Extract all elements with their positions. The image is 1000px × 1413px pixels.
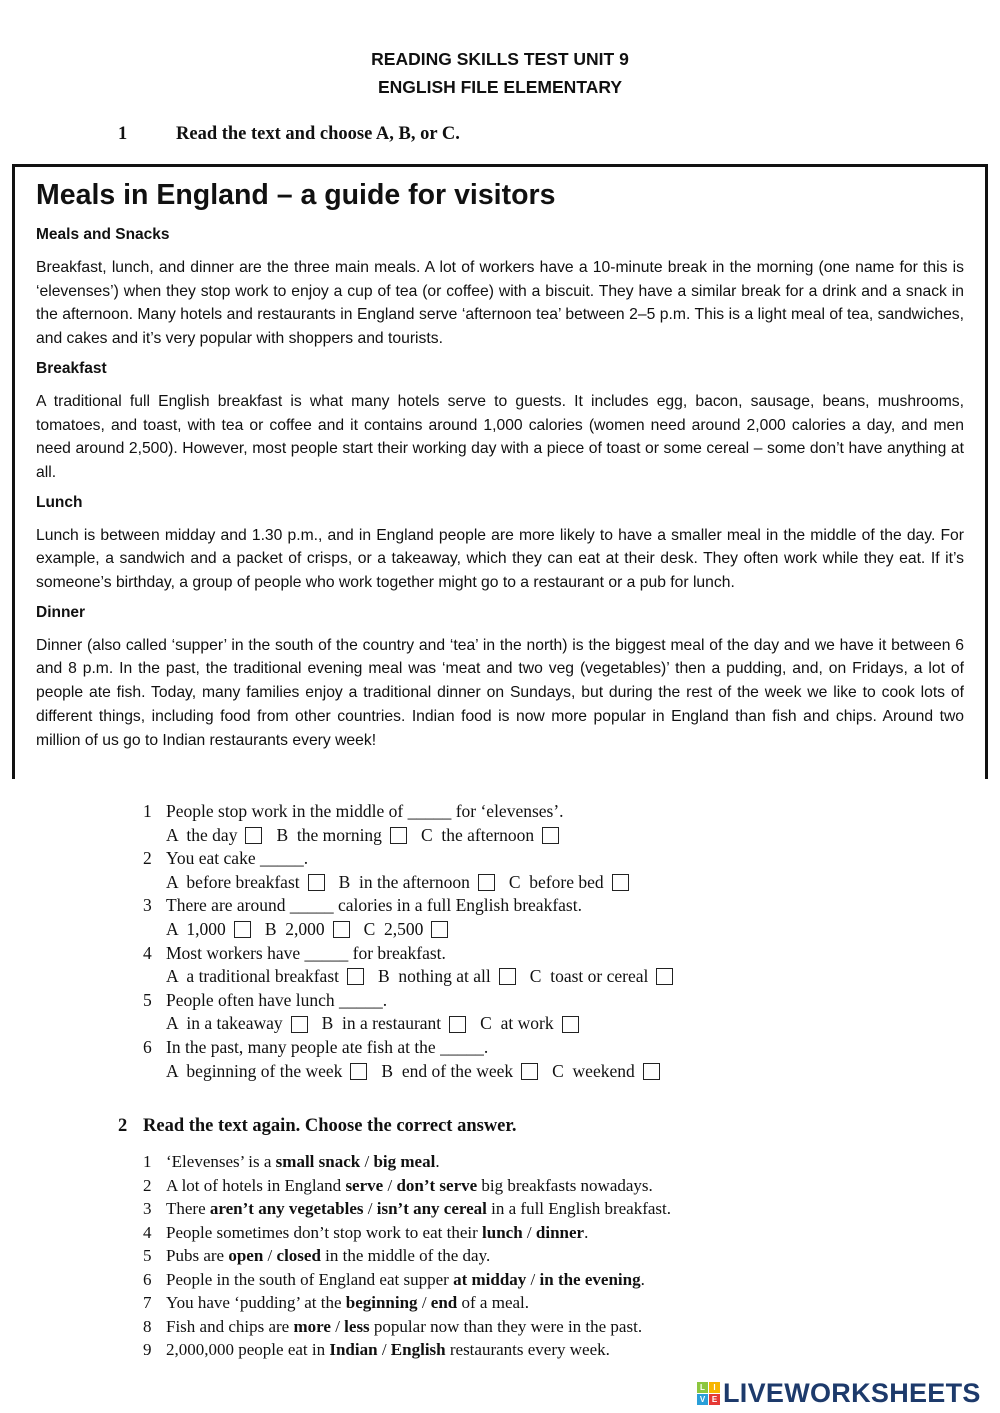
- question-number: 2: [143, 848, 152, 869]
- option-label: C the afternoon: [420, 824, 535, 845]
- question-number: 4: [143, 1222, 152, 1242]
- option[interactable]: [166, 1060, 367, 1084]
- answer-checkbox[interactable]: [350, 1063, 367, 1080]
- choice-b[interactable]: dinner: [535, 1222, 585, 1242]
- question-text-start: 2,000,000 people eat in: [166, 1340, 330, 1359]
- choice-a[interactable]: aren’t any vegetables: [209, 1199, 364, 1218]
- option-label: A a traditional breakfast: [166, 966, 339, 987]
- option[interactable]: [339, 871, 495, 895]
- question-text: People often have lunch _____.: [166, 989, 388, 1010]
- answer-checkbox[interactable]: [478, 874, 495, 891]
- question-text-end: in a full English breakfast.: [486, 1199, 672, 1218]
- question-row: [143, 847, 687, 871]
- choice-b[interactable]: closed: [276, 1246, 321, 1265]
- passage-paragraph: Dinner (also called ‘supper’ in the south of the country and ‘tea’ in the north) is the biggest meal of the day and we have it between 6 and 8 p.m. In the past, the traditional evening meal was ‘meat and two veg (vegetables)’ then a pudding, and, on Fridays, a lot of people ate fish. Today, many families enjoy a traditional dinner on Sundays, but during the rest of the week we like to cook lots of different things, including food from other countries. Indian food is now more popular in England than fish and chips. Around two million of us go to Indian restaurants every week!: [36, 636, 964, 749]
- question-text-end: in the middle of the day.: [320, 1246, 491, 1265]
- question-row: [143, 942, 687, 966]
- question-row: [143, 1150, 671, 1174]
- choice-separator: /: [377, 1340, 391, 1359]
- question-number: 3: [143, 895, 152, 916]
- option-label: B the morning: [276, 824, 382, 845]
- choice-separator: /: [330, 1316, 345, 1336]
- question-text-start: People sometimes don’t stop work to eat their: [166, 1222, 483, 1242]
- worksheet-title: READING SKILLS TEST UNIT 9: [371, 49, 629, 69]
- choice-a[interactable]: small snack: [275, 1152, 361, 1171]
- choice-b[interactable]: in the evening: [539, 1269, 641, 1289]
- option[interactable]: [276, 824, 406, 848]
- question-text: You eat cake _____.: [166, 848, 309, 869]
- question-text-start: A lot of hotels in England: [166, 1175, 346, 1195]
- answer-checkbox[interactable]: [431, 921, 448, 938]
- spacer: [143, 965, 166, 989]
- option-label: A before breakfast: [166, 871, 300, 892]
- choice-separator: /: [522, 1222, 536, 1242]
- choice-a[interactable]: beginning: [345, 1293, 418, 1312]
- instruction-text: Read the text again. Choose the correct answer.: [143, 1116, 517, 1136]
- answer-options: [143, 1012, 687, 1036]
- question-number: 8: [143, 1316, 152, 1336]
- question-number: 5: [143, 989, 152, 1010]
- question-text: There are around _____ calories in a full English breakfast.: [166, 895, 582, 916]
- option[interactable]: [509, 871, 629, 895]
- question-text-start: ‘Elevenses’ is a: [166, 1152, 276, 1171]
- question-row: [143, 1315, 671, 1339]
- option-label: A in a takeaway: [166, 1013, 283, 1034]
- question-text-end: of a meal.: [457, 1293, 530, 1312]
- option[interactable]: [166, 965, 364, 989]
- option[interactable]: [381, 1060, 538, 1084]
- question-row: [143, 1338, 671, 1362]
- question-row: [143, 1221, 671, 1245]
- question-text-end: .: [435, 1152, 440, 1171]
- choice-separator: /: [263, 1246, 277, 1265]
- question-text: Most workers have _____ for breakfast.: [166, 942, 446, 963]
- logo-tile: L: [697, 1382, 708, 1393]
- passage-paragraph: A traditional full English breakfast is what many hotels serve to guests. It includes egg, bacon, sausage, beans, mushrooms, tomatoes, and toast, with tea or coffee and it contains around 1,000 calories (women need around 2,000 calories a day, and men need around 2,500). However, most people start their working day with a piece of toast or some cereal – some don’t have anything at all.: [36, 392, 964, 481]
- question-number: 3: [143, 1199, 152, 1218]
- section-1-instruction: [118, 124, 460, 145]
- worksheet-subtitle: ENGLISH FILE ELEMENTARY: [377, 77, 623, 97]
- answer-options: [143, 918, 687, 942]
- section-number: 1: [118, 124, 128, 144]
- option[interactable]: [552, 1060, 660, 1084]
- answer-checkbox[interactable]: [643, 1063, 660, 1080]
- answer-checkbox[interactable]: [542, 827, 559, 844]
- answer-checkbox[interactable]: [499, 968, 516, 985]
- choice-b[interactable]: isn’t any cereal: [376, 1199, 487, 1218]
- option-label: C weekend: [552, 1060, 635, 1081]
- logo-tile: V: [697, 1394, 708, 1405]
- question-text-end: .: [584, 1222, 589, 1242]
- question-text-end: big breakfasts nowadays.: [477, 1175, 653, 1195]
- choice-b[interactable]: big meal: [373, 1152, 436, 1171]
- liveworksheets-logo: [697, 1378, 981, 1409]
- answer-checkbox[interactable]: [521, 1063, 538, 1080]
- answer-checkbox[interactable]: [333, 921, 350, 938]
- choice-b[interactable]: end: [430, 1293, 458, 1312]
- question-row: [143, 1268, 671, 1292]
- option[interactable]: [421, 824, 559, 848]
- option[interactable]: [480, 1012, 578, 1036]
- question-row: [143, 1244, 671, 1268]
- question-row: [143, 1197, 671, 1221]
- passage-heading: Dinner: [36, 603, 86, 621]
- question-row: [143, 1174, 671, 1198]
- passage-title: Meals in England – a guide for visitors: [36, 179, 556, 211]
- choice-a[interactable]: serve: [345, 1175, 384, 1195]
- answer-options: [143, 965, 687, 989]
- question-number: 9: [143, 1340, 152, 1359]
- option-label: A the day: [166, 824, 238, 845]
- option[interactable]: [364, 918, 449, 942]
- passage-paragraph: Breakfast, lunch, and dinner are the three main meals. A lot of workers have a 10-minute break in the morning (one name for this is ‘elevenses’) when they stop work to enjoy a cup of tea (or coffee) with a biscuit. They have a similar break for a drink and a snack in the afternoon. Many hotels and restaurants in England serve ‘afternoon tea’ between 2–5 p.m. This is a light meal of tea, sandwiches, and cakes and it’s very popular with shoppers and tourists.: [36, 259, 964, 348]
- answer-checkbox[interactable]: [245, 827, 262, 844]
- question-number: 7: [143, 1293, 152, 1312]
- option-label: B in the afternoon: [338, 871, 470, 892]
- question-number: 1: [143, 1152, 152, 1171]
- question-text-start: You have ‘pudding’ at the: [166, 1293, 346, 1312]
- choice-a[interactable]: at midday: [453, 1269, 527, 1289]
- section-number: 2: [118, 1116, 128, 1136]
- option-label: B nothing at all: [378, 966, 491, 987]
- choice-separator: /: [526, 1269, 540, 1289]
- question-text: People stop work in the middle of _____ for ‘elevenses’.: [166, 801, 564, 821]
- question-text-start: Pubs are: [166, 1246, 229, 1265]
- option[interactable]: [166, 824, 262, 848]
- question-row: [143, 800, 687, 824]
- option-label: C at work: [480, 1013, 554, 1034]
- choice-a[interactable]: Indian: [329, 1340, 378, 1359]
- choice-separator: /: [360, 1152, 374, 1171]
- question-text-end: restaurants every week.: [445, 1340, 610, 1359]
- spacer: [143, 824, 166, 848]
- option[interactable]: [378, 965, 516, 989]
- question-row: [143, 989, 687, 1013]
- option[interactable]: [166, 871, 325, 895]
- question-number: 4: [143, 942, 152, 963]
- logo-tile: E: [709, 1394, 720, 1405]
- spacer: [143, 918, 166, 942]
- choice-separator: /: [417, 1293, 431, 1312]
- question-text-end: .: [640, 1269, 645, 1289]
- spacer: [143, 1060, 166, 1084]
- option[interactable]: [265, 918, 350, 942]
- answer-checkbox[interactable]: [291, 1016, 308, 1033]
- answer-options: [143, 871, 687, 895]
- answer-checkbox[interactable]: [347, 968, 364, 985]
- option[interactable]: [166, 1012, 308, 1036]
- choice-a[interactable]: more: [293, 1316, 331, 1336]
- answer-checkbox[interactable]: [656, 968, 673, 985]
- question-row: [143, 1036, 687, 1060]
- answer-checkbox[interactable]: [449, 1016, 466, 1033]
- choice-separator: /: [383, 1175, 397, 1195]
- option-label: B end of the week: [381, 1060, 514, 1081]
- question-number: 2: [143, 1175, 152, 1195]
- choice-a[interactable]: open: [228, 1246, 264, 1265]
- option-label: A beginning of the week: [166, 1060, 343, 1081]
- question-number: 5: [143, 1246, 152, 1265]
- answer-checkbox[interactable]: [612, 874, 629, 891]
- passage-heading: Meals and Snacks: [36, 226, 170, 243]
- option-label: B 2,000: [264, 918, 325, 939]
- logo-tile: I: [709, 1382, 720, 1393]
- answer-checkbox[interactable]: [234, 921, 251, 938]
- question-text: In the past, many people ate fish at the _____.: [166, 1036, 489, 1057]
- answer-checkbox[interactable]: [562, 1016, 579, 1033]
- question-text-start: There: [166, 1199, 210, 1218]
- question-number: 6: [143, 1036, 152, 1057]
- option-label: A 1,000: [166, 918, 226, 939]
- option-label: C toast or cereal: [529, 966, 649, 987]
- questions-section-1: [143, 800, 687, 1083]
- option[interactable]: [530, 965, 674, 989]
- question-row: [143, 894, 687, 918]
- option-label: C before bed: [508, 871, 604, 892]
- passage-paragraph: Lunch is between midday and 1.30 p.m., and in England people are more likely to have a smaller meal in the middle of the day. For example, a sandwich and a packet of crisps, or a takeaway, which they can eat at their desk. They often work while they eat. If it’s someone’s birthday, a group of people who work together might go to a restaurant or a pub for lunch.: [36, 526, 964, 592]
- logo-tiles-icon: [697, 1382, 720, 1405]
- question-number: 6: [143, 1269, 152, 1289]
- question-number: 1: [143, 801, 152, 821]
- option-label: C 2,500: [363, 918, 424, 939]
- option[interactable]: [166, 918, 251, 942]
- choice-separator: /: [363, 1199, 377, 1218]
- answer-options: [143, 1060, 687, 1084]
- instruction-text: Read the text and choose A, B, or C.: [176, 124, 460, 144]
- section-2-instruction: [118, 1116, 517, 1137]
- question-text-start: People in the south of England eat supper: [166, 1269, 454, 1289]
- passage-heading: Breakfast: [36, 359, 107, 377]
- logo-text: LIVEWORKSHEETS: [723, 1378, 981, 1408]
- question-row: [143, 1291, 671, 1315]
- option[interactable]: [322, 1012, 467, 1036]
- passage-heading: Lunch: [36, 493, 83, 511]
- choice-b[interactable]: English: [390, 1340, 446, 1359]
- choice-a[interactable]: lunch: [482, 1222, 523, 1242]
- answer-checkbox[interactable]: [390, 827, 407, 844]
- answer-checkbox[interactable]: [308, 874, 325, 891]
- spacer: [143, 871, 166, 895]
- question-text-start: Fish and chips are: [166, 1316, 294, 1336]
- option-label: B in a restaurant: [321, 1013, 442, 1034]
- spacer: [143, 1012, 166, 1036]
- question-text-end: popular now than they were in the past.: [369, 1316, 643, 1336]
- choice-b[interactable]: less: [344, 1316, 370, 1336]
- choice-b[interactable]: don’t serve: [396, 1175, 478, 1195]
- answer-options: [143, 824, 687, 848]
- reading-passage: [12, 164, 988, 779]
- questions-section-2: [143, 1150, 671, 1362]
